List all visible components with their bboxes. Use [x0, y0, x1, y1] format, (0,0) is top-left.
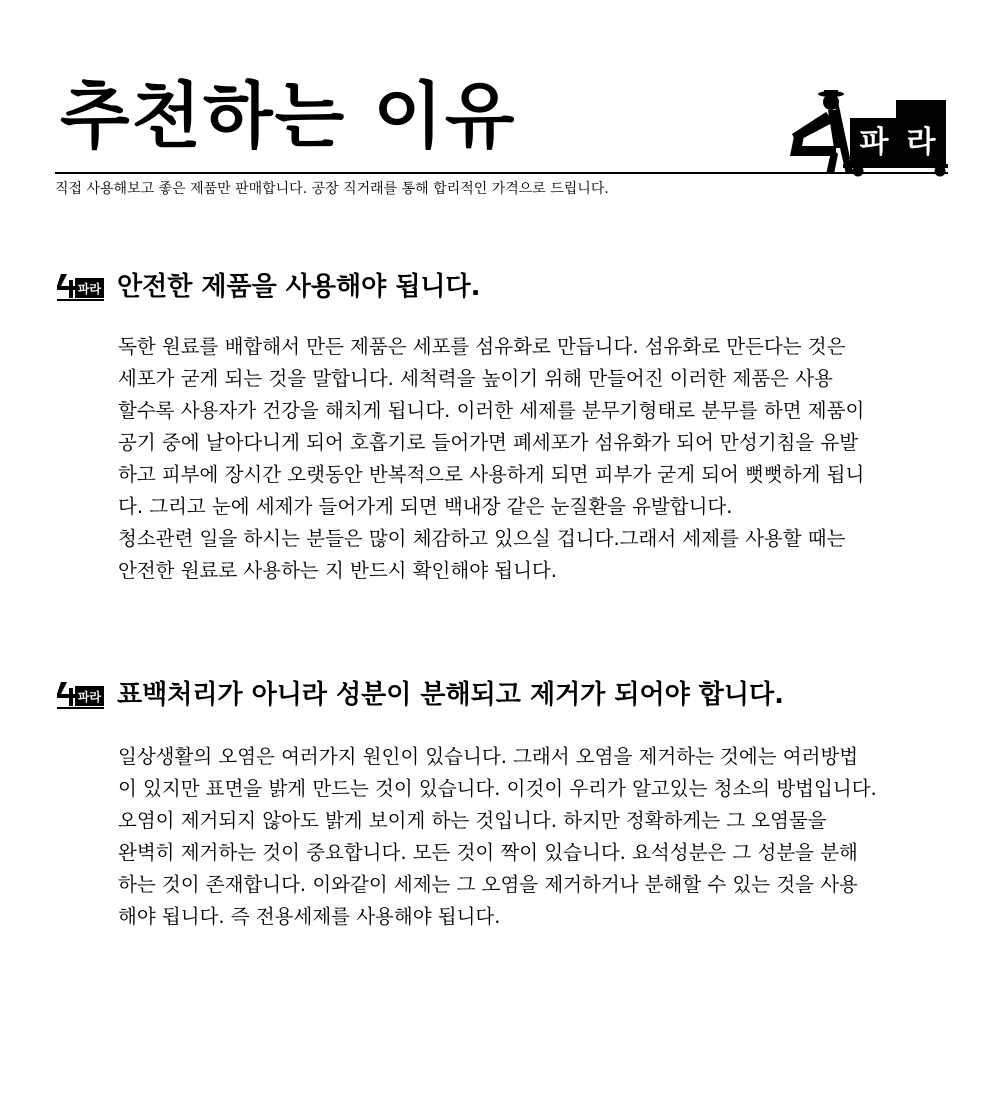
header-divider	[55, 172, 948, 174]
svg-text:라: 라	[906, 125, 936, 160]
body-line: 안전한 원료로 사용하는 지 반드시 확인해야 됩니다.	[118, 559, 557, 582]
box-icon	[850, 100, 946, 164]
svg-text:파라: 파라	[77, 690, 102, 704]
section-title: 표백처리가 아니라 성분이 분해되고 제거가 되어야 합니다.	[117, 680, 784, 710]
svg-text:파라: 파라	[77, 282, 102, 296]
body-line: 하는 것이 존재합니다. 이와같이 세제는 그 오염을 제거하거나 분해할 수 있는 것을 사용	[118, 873, 858, 896]
body-line: 하고 피부에 장시간 오랫동안 반복적으로 사용하게 되면 피부가 굳게 되어 뻣뻣하게 됩니	[118, 463, 865, 486]
section-body	[118, 741, 988, 933]
page-subtitle: 직접 사용해보고 좋은 제품만 판매합니다. 공장 직거래를 통해 합리적인 가격으로 드립니다.	[55, 181, 609, 197]
body-line: 청소관련 일을 하시는 분들은 많이 체감하고 있으실 겁니다.그래서 세제를 사용할 때는	[118, 527, 846, 550]
page-title: 추천하는 이유	[60, 74, 517, 158]
body-line: 일상생활의 오염은 여러가지 원인이 있습니다. 그래서 오염을 제거하는 것에는 여러방법	[118, 745, 859, 768]
body-line: 할수록 사용자가 건강을 해치게 됩니다. 이러한 세제를 분무기형태로 분무를 하면 제품이	[118, 399, 865, 422]
section-title: 안전한 제품을 사용해야 됩니다.	[117, 272, 481, 302]
body-line: 공기 중에 날아다니게 되어 호흡기로 들어가면 폐세포가 섬유화가 되어 만성기침을 유발	[118, 431, 859, 454]
body-line: 독한 원료를 배합해서 만든 제품은 세포를 섬유화로 만듭니다. 섬유화로 만든다는 것은	[118, 335, 846, 358]
brand-mark-icon	[55, 272, 105, 302]
body-line: 완벽히 제거하는 것이 중요합니다. 모든 것이 짝이 있습니다. 요석성분은 그 성분을 분해	[118, 841, 858, 864]
section-heading	[55, 678, 784, 712]
brand-logo	[788, 90, 953, 178]
section-body	[118, 331, 988, 587]
brand-mark-icon	[55, 680, 105, 710]
body-line: 세포가 굳게 되는 것을 말합니다. 세척력을 높이기 위해 만들어진 이러한 제품은 사용	[118, 367, 833, 390]
body-line: 오염이 제거되지 않아도 밝게 보이게 하는 것입니다. 하지만 정확하게는 그 오염물을	[118, 809, 827, 832]
body-line: 다. 그리고 눈에 세제가 들어가게 되면 백내장 같은 눈질환을 유발합니다.	[118, 495, 733, 518]
body-line: 이 있지만 표면을 밝게 만드는 것이 있습니다. 이것이 우리가 알고있는 청소의 방법입니다.	[118, 777, 877, 800]
section-heading	[55, 270, 481, 304]
body-line: 해야 됩니다. 즉 전용세제를 사용해야 됩니다.	[118, 905, 501, 928]
svg-text:파: 파	[859, 125, 889, 160]
